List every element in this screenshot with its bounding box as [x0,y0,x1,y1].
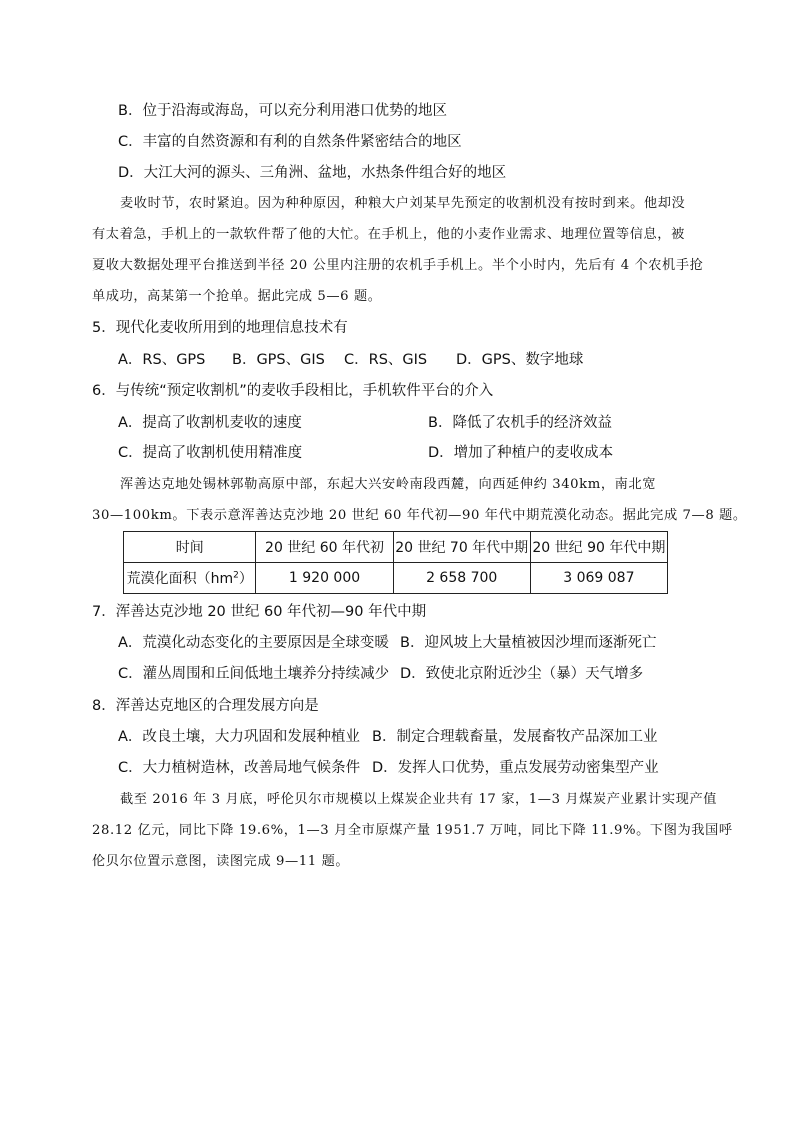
q5-option-a[interactable]: A．RS、GPS [118,352,206,368]
table-value-cell: 2 658 700 [393,563,530,594]
table-value-cell: 1 920 000 [256,563,393,594]
desertification-table [123,531,668,594]
row-label-superscript: 2 [233,570,239,581]
passage2-line2: 30—100km。下表示意浑善达克沙地 20 世纪 60 年代初—90 年代中期荒漠化动态。据此完成 7—8 题。 [92,508,747,523]
table-row [124,563,668,594]
q7-option-a[interactable]: A．荒漠化动态变化的主要原因是全球变暖 [118,635,389,651]
q6-option-d[interactable]: D．增加了种植户的麦收成本 [428,445,614,461]
q7-option-b[interactable]: B．迎风坡上大量植被因沙埋而逐渐死亡 [400,635,657,651]
q8-option-c[interactable]: C．大力植树造林，改善局地气候条件 [118,760,361,776]
q7-option-d[interactable]: D．致使北京附近沙尘（暴）天气增多 [400,666,644,682]
row-label-end: ） [238,571,253,587]
q8-option-b[interactable]: B．制定合理载畜量，发展畜牧产品深加工业 [372,729,658,745]
passage1-line3: 夏收大数据处理平台推送到半径 20 公里内注册的农机手手机上。半个小时内，先后有 4 个农机手抢 [92,258,704,273]
q6-option-b[interactable]: B．降低了农机手的经济效益 [428,415,612,431]
table-header-cell: 20 世纪 60 年代初 [256,532,393,563]
q8-option-d[interactable]: D．发挥人口优势，重点发展劳动密集型产业 [372,760,659,776]
q6-stem: 6．与传统“预定收割机”的麦收手段相比，手机软件平台的介入 [92,383,494,399]
q5-option-c[interactable]: C．RS、GIS [344,352,428,368]
q7-option-c[interactable]: C．灌丛周围和丘间低地土壤养分持续减少 [118,666,390,682]
passage3-line2: 28.12 亿元，同比下降 19.6%，1—3 月全市原煤产量 1951.7 万吨，同比下降 11.9%。下图为我国呼 [92,823,733,838]
row-label-cell [124,563,256,594]
table-header-cell: 20 世纪 90 年代中期 [530,532,667,563]
q8-option-a[interactable]: A．改良土壤，大力巩固和发展种植业 [118,729,360,745]
q7-stem: 7．浑善达克沙地 20 世纪 60 年代初—90 年代中期 [92,604,427,620]
q5-option-b[interactable]: B．GPS、GIS [232,352,325,368]
passage3-line3: 伦贝尔位置示意图，读图完成 9—11 题。 [92,854,350,869]
passage1-line1: 麦收时节，农时紧迫。因为种种原因，种粮大户刘某早先预定的收割机没有按时到来。他却没 [120,196,686,211]
q5-option-d[interactable]: D．GPS、数字地球 [456,352,584,368]
passage2-line1: 浑善达克地处锡林郭勒高原中部，东起大兴安岭南段西麓，向西延伸约 340km，南北宽 [120,477,657,492]
option-b-prev: B．位于沿海或海岛，可以充分利用港口优势的地区 [118,103,447,119]
option-d-prev: D．大江大河的源头、三角洲、盆地，水热条件组合好的地区 [118,165,507,181]
table-header-cell: 20 世纪 70 年代中期 [393,532,530,563]
q5-stem: 5．现代化麦收所用到的地理信息技术有 [92,320,348,336]
passage3-line1: 截至 2016 年 3 月底，呼伦贝尔市规模以上煤炭企业共有 17 家，1—3 月煤炭产业累计实现产值 [120,792,718,807]
passage1-line4: 单成功，高某第一个抢单。据此完成 5—6 题。 [92,289,382,304]
passage1-line2: 有太着急，手机上的一款软件帮了他的大忙。在手机上，他的小麦作业需求、地理位置等信息，被 [92,227,685,242]
q6-option-c[interactable]: C．提高了收割机使用精准度 [118,445,303,461]
table-header-row [124,532,668,563]
q6-option-a[interactable]: A．提高了收割机麦收的速度 [118,415,302,431]
table-header-cell: 时间 [124,532,256,563]
row-label: 荒漠化面积（hm [126,571,234,587]
table-value-cell: 3 069 087 [530,563,667,594]
option-c-prev: C．丰富的自然资源和有利的自然条件紧密结合的地区 [118,134,462,150]
q8-stem: 8．浑善达克地区的合理发展方向是 [92,698,319,714]
